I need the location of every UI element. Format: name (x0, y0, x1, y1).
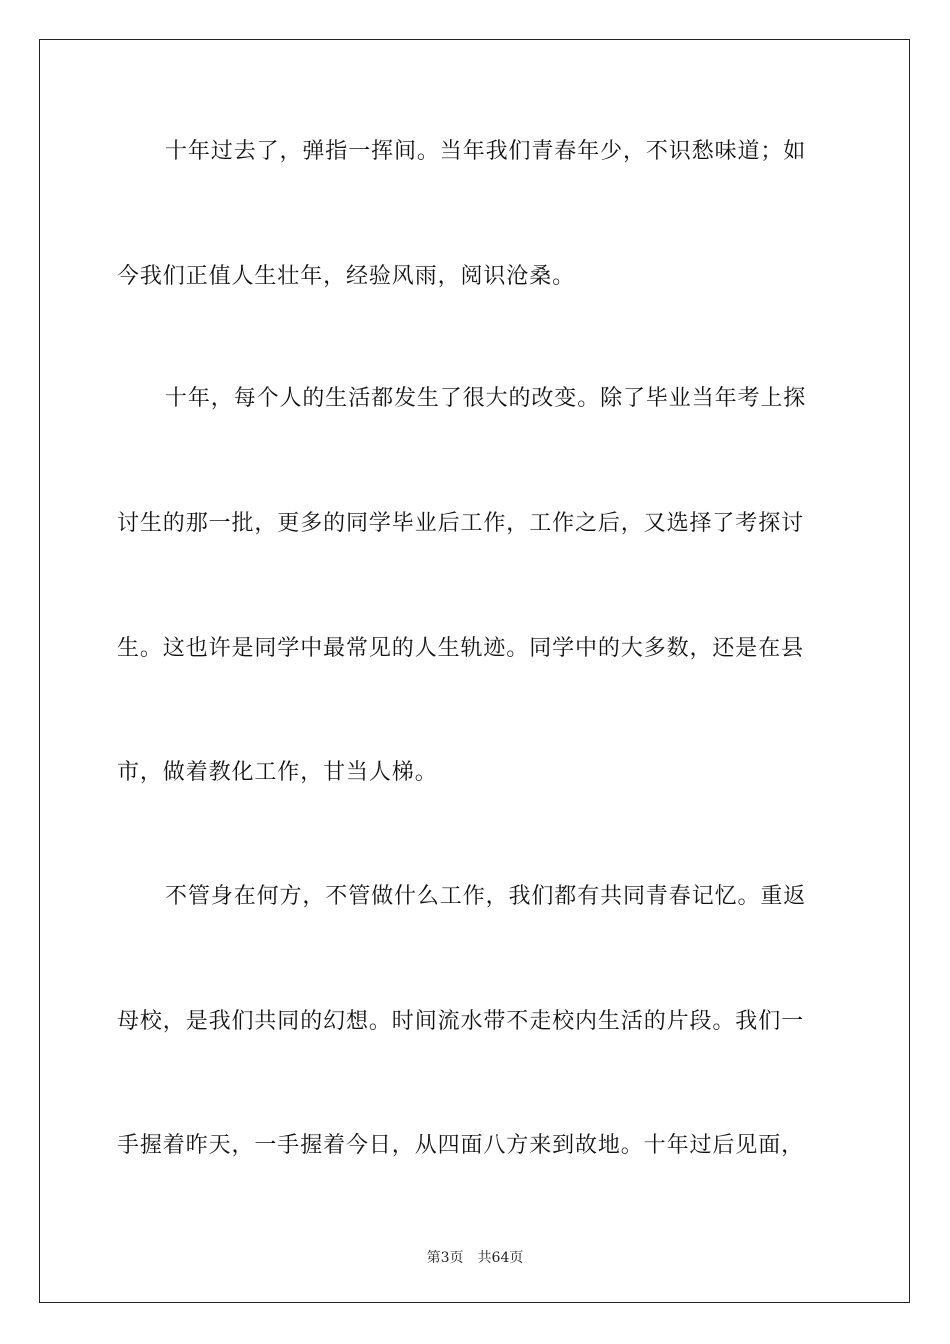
paragraph-2-line-2: 讨生的那一批，更多的同学毕业后工作，工作之后，又选择了考探讨 (117, 511, 805, 536)
paragraph-2-line-4: 市，做着教化工作，甘当人梯。 (117, 760, 438, 785)
paragraph-1-line-2: 今我们正值人生壮年，经验风雨，阅识沧桑。 (117, 264, 576, 289)
paragraph-3-line-1: 不管身在何方，不管做什么工作，我们都有共同青春记忆。重返 (165, 884, 807, 909)
paragraph-3-line-2: 母校，是我们共同的幻想。时间流水带不走校内生活的片段。我们一 (117, 1009, 805, 1034)
paragraph-2-line-1: 十年，每个人的生活都发生了很大的改变。除了毕业当年考上探 (165, 386, 807, 411)
page-border (39, 39, 910, 1303)
paragraph-1-line-1: 十年过去了，弹指一挥间。当年我们青春年少，不识愁味道；如 (165, 139, 807, 164)
page-footer (0, 1247, 950, 1267)
paragraph-2-line-3: 生。这也许是同学中最常见的人生轨迹。同学中的大多数，还是在县 (117, 636, 805, 661)
paragraph-3-line-3: 手握着昨天，一手握着今日，从四面八方来到故地。十年过后见面， (117, 1133, 805, 1158)
page-number: 第3页 (426, 1250, 464, 1266)
total-pages: 共64页 (477, 1250, 524, 1266)
